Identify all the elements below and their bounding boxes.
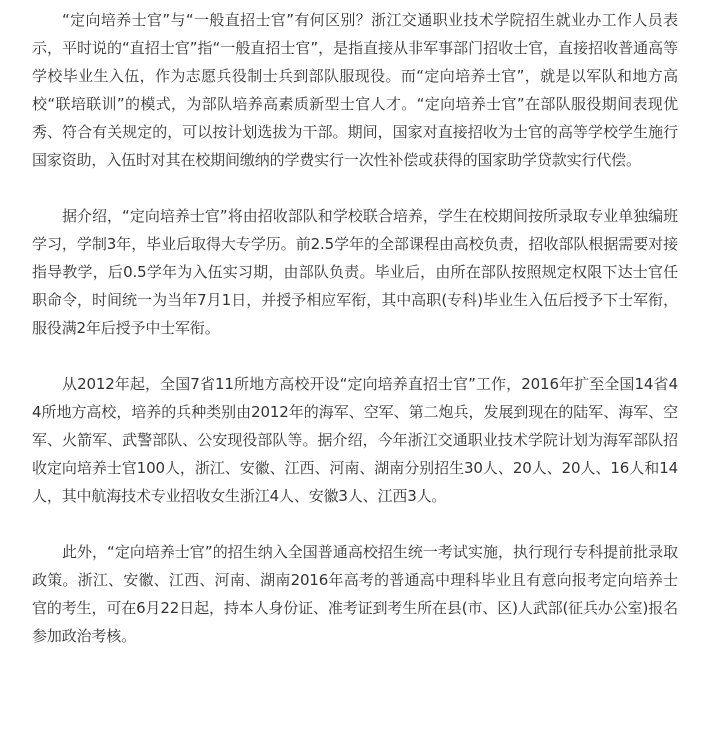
paragraph-enrollment: 此外，“定向培养士官”的招生纳入全国普通高校招生统一考试实施，执行现行专科提前批录取政策。浙江、安徽、江西、河南、湖南2016年高考的普通高中理科毕业且有意向报考定向培养士官的考生，可在6月22日起，持本人身份证、准考证到考生所在县(市、区)人武部(征兵办公室)报名参加政治考核。 bbox=[32, 543, 678, 645]
paragraph-history: 从2012年起，全国7省11所地方高校开设“定向培养直招士官”工作，2016年扩至全国14省44所地方高校，培养的兵种类别由2012年的海军、空军、第二炮兵，发展到现在的陆军、海军、空军、火箭军、武警部队、公安现役部队等。据介绍，今年浙江交通职业技术学院计划为海军部队招收定向培养士官100人，浙江、安徽、江西、河南、湖南分别招生30人、20人、20人、16人和14人，其中航海技术专业招收女生浙江4人、安徽3人、江西3人。 bbox=[32, 375, 678, 505]
article-body bbox=[32, 6, 678, 650]
paragraph-training: 据介绍，“定向培养士官”将由招收部队和学校联合培养，学生在校期间按所录取专业单独编班学习，学制3年，毕业后取得大专学历。前2.5学年的全部课程由高校负责，招收部队根据需要对接指导教学，后0.5学年为入伍实习期，由部队负责。毕业后，由所在部队按照规定权限下达士官任职命令，时间统一为当年7月1日，并授予相应军衔，其中高职(专科)毕业生入伍后授予下士军衔，服役满2年后授予中士军衔。 bbox=[32, 207, 678, 337]
paragraph-difference: “定向培养士官”与“一般直招士官”有何区别？浙江交通职业技术学院招生就业办工作人员表示，平时说的“直招士官”指“一般直招士官”，是指直接从非军事部门招收士官，直接招收普通高等学校毕业生入伍，作为志愿兵役制士兵到部队服现役。而“定向培养士官”，就是以军队和地方高校“联培联训”的模式，为部队培养高素质新型士官人才。“定向培养士官”在部队服役期间表现优秀、符合有关规定的，可以按计划选拔为干部。期间，国家对直接招收为士官的高等学校学生施行国家资助，入伍时对其在校期间缴纳的学费实行一次性补偿或获得的国家助学贷款实行代偿。 bbox=[32, 11, 678, 169]
